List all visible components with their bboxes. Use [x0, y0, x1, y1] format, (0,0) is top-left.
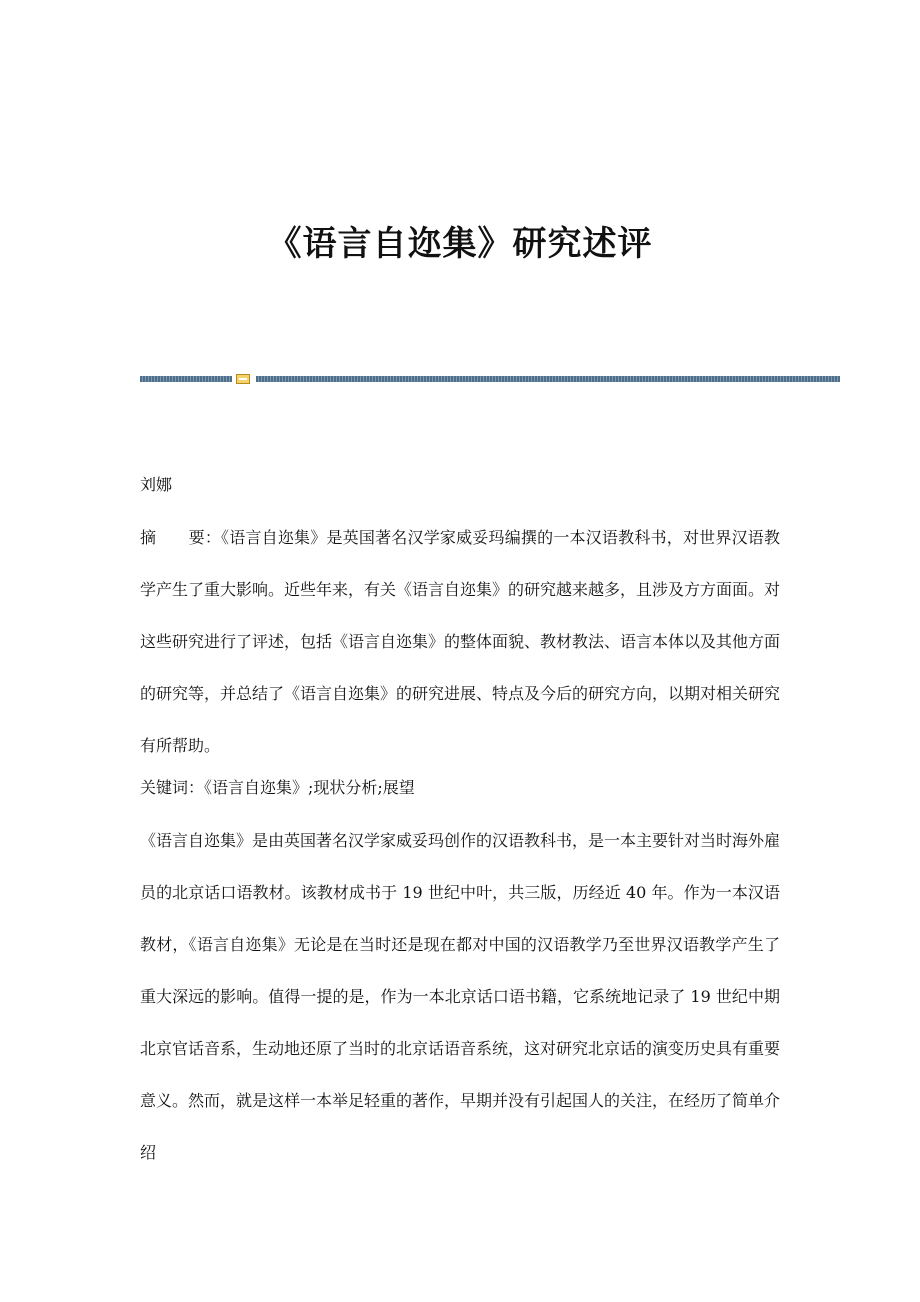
- divider-bar-right: [256, 376, 840, 382]
- keywords-text: 《语言自迩集》;现状分析;展望: [204, 778, 415, 797]
- author-name: 刘娜: [140, 475, 173, 494]
- abstract-paragraph: [140, 512, 780, 772]
- divider-bar-left: [140, 376, 232, 382]
- abstract-text: 《语言自迩集》是英国著名汉学家威妥玛编撰的一本汉语教科书，对世界汉语教学产生了重大影响。近些年来，有关《语言自迩集》的研究越来越多，且涉及方方面面。对这些研究进行了评述，包括《语言自迩集》的整体面貌、教材教法、语言本体以及其他方面的研究等，并总结了《语言自迩集》的研究进展、特点及今后的研究方向，以期对相关研究有所帮助。: [140, 528, 781, 755]
- envelope-icon: [236, 374, 250, 384]
- title-divider: [140, 374, 840, 384]
- body-paragraph: 《语言自迩集》是由英国著名汉学家威妥玛创作的汉语教科书，是一本主要针对当时海外雇员的北京话口语教材。该教材成书于 19 世纪中叶，共三版，历经近 40 年。作为一本汉语教材，《语言自迩集》无论是在当时还是现在都对中国的汉语教学乃至世界汉语教学产生了重大深远的影响。值得一提的是，作为一本北京话口语书籍，它系统地记录了 19 世纪中期北京官话音系，生动地还原了当时的北京话语音系统，这对研究北京话的演变历史具有重要意义。然而，就是这样一本举足轻重的著作，早期并没有引起国人的关注，在经历了简单介绍: [140, 831, 781, 1162]
- document-title: 《语言自迩集》研究述评: [267, 224, 653, 264]
- keywords-label: 关键词：: [140, 778, 205, 797]
- keywords-paragraph: [140, 762, 780, 814]
- abstract-label: 摘 要：: [140, 528, 222, 547]
